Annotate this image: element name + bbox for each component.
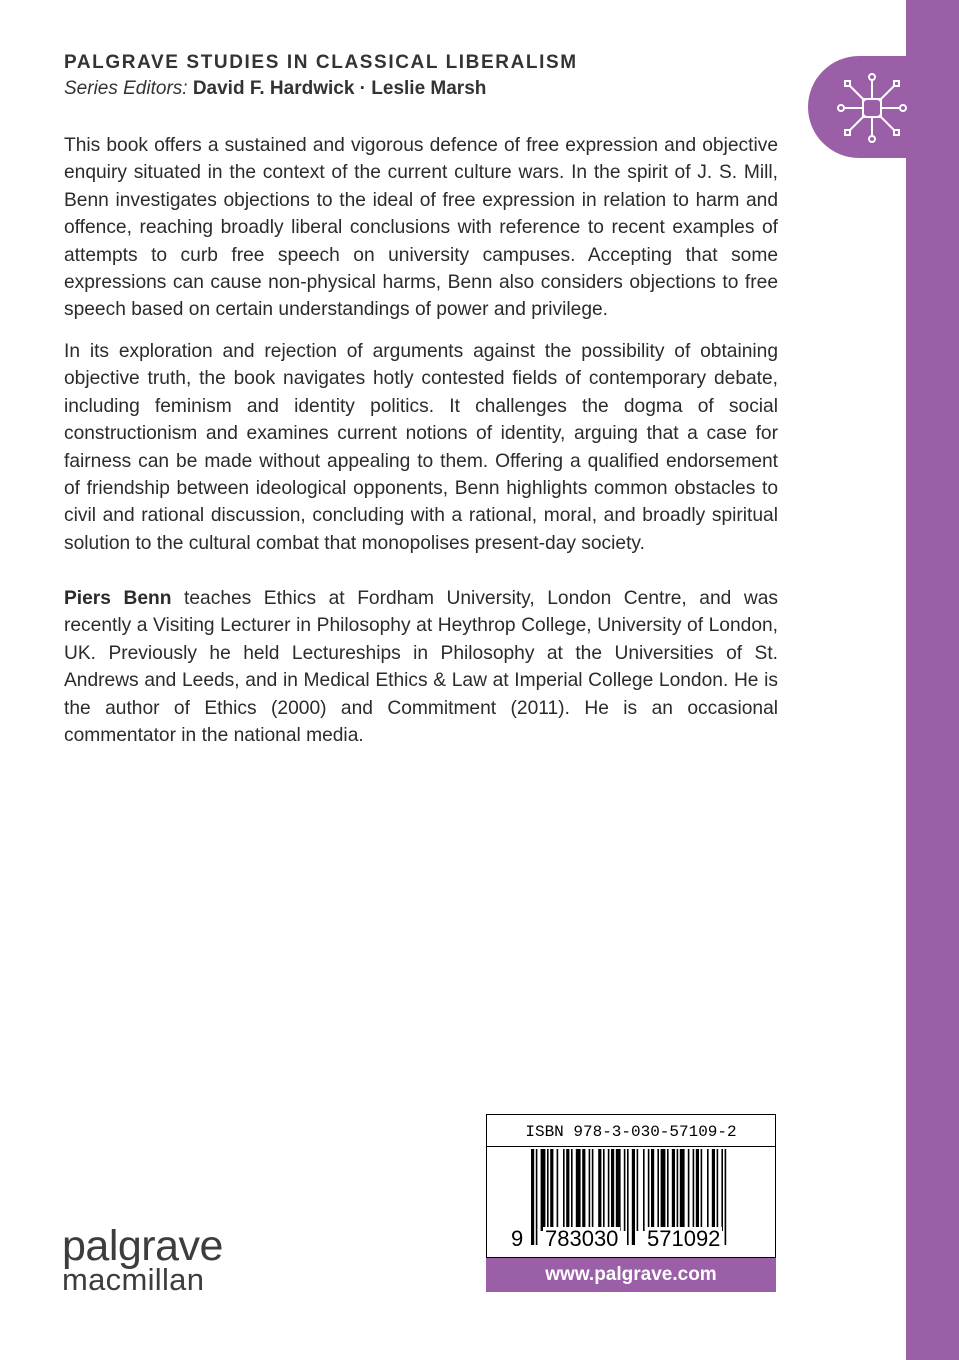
barcode-bar <box>667 1149 669 1231</box>
isbn-label: ISBN 978-3-030-57109-2 <box>525 1123 737 1141</box>
barcode-bar <box>616 1149 621 1231</box>
series-editors-names: David F. Hardwick · Leslie Marsh <box>192 78 487 99</box>
blurb-paragraph-1 <box>64 132 778 324</box>
isbn-barcode-box <box>486 1114 776 1258</box>
barcode-bar <box>550 1149 553 1231</box>
barcode-bar <box>603 1149 605 1231</box>
barcode-bar <box>725 1149 727 1245</box>
barcode-bar <box>536 1149 538 1245</box>
barcode-bar <box>672 1149 675 1231</box>
barcode-bar <box>632 1149 635 1245</box>
barcode-bar <box>717 1149 719 1231</box>
barcode-bar <box>651 1149 654 1231</box>
barcode-bar <box>589 1149 591 1231</box>
barcode-bar <box>576 1149 581 1231</box>
barcode-bar <box>547 1149 549 1231</box>
barcode-bar <box>627 1149 629 1245</box>
blurb-text-2: In its exploration and rejection of arguments against the possibility of obtaining objective truth, the book navigates hotly contested fields of contemporary debate, including feminism and identity politics. It challenges the dogma of social constructionism and examines current notions of identity, arguing that a case for fairness can be made without appealing to them. Offering a qualified endorsement of friendship between ideological opponents, Benn highlights common obstacles to civil and rational discussion, concluding with a rational, moral, and broadly spiritual solution to the cultural combat that monopolises present-day society. <box>64 341 778 554</box>
author-bio <box>64 585 778 749</box>
series-logo-tab <box>808 56 959 158</box>
series-editors-label: Series Editors: <box>64 78 188 99</box>
barcode-bar <box>712 1149 715 1231</box>
barcode-bar <box>701 1149 703 1231</box>
barcode-bar <box>657 1149 659 1231</box>
blurb-text-1: This book offers a sustained and vigorous defence of free expression and objective enquiry situated in the context of the current culture wars. In the spirit of J. S. Mill, Benn investigates objections to the ideal of free expression in relation to harm and offence, reaching broadly liberal conclusions with reference to recent examples of attempts to curb free speech on university campuses. Accepting that some expressions can cause non-physical harms, Benn also considers objections to free speech based on certain understandings of power and privilege. <box>64 135 778 321</box>
barcode-bar <box>677 1149 679 1231</box>
network-node-icon <box>830 66 914 150</box>
series-title: PALGRAVE STUDIES IN CLASSICAL LIBERALISM <box>64 52 578 73</box>
barcode-bar <box>563 1149 565 1231</box>
blurb-paragraph-2 <box>64 338 778 557</box>
barcode-digits-group1: 783030 <box>545 1226 619 1251</box>
barcode-bar <box>643 1149 645 1231</box>
barcode-bar <box>693 1149 695 1231</box>
author-name: Piers Benn <box>64 588 172 609</box>
barcode-bar <box>531 1149 534 1245</box>
series-editors <box>64 78 486 100</box>
barcode-bar <box>648 1149 650 1231</box>
publisher-url-bar <box>486 1258 776 1292</box>
barcode-bar <box>611 1149 614 1231</box>
barcode-bar <box>721 1149 723 1231</box>
barcode-digit-first: 9 <box>511 1226 524 1251</box>
barcode-digits-group2: 571092 <box>647 1226 721 1251</box>
barcode-bar <box>680 1149 685 1231</box>
barcode-bar <box>541 1149 546 1231</box>
author-bio-body: teaches Ethics at Fordham University, London Centre, and was recently a Visiting Lecturer in Philosophy at Heythrop College, University of London, UK. Previously he held Lectureships in Philosophy at the Universities of St. Andrews and Leeds, and in Medical Ethics & Law at Imperial College London. He is the author of Ethics (2000) and Commitment (2011). He is an occasional commentator in the national media. <box>64 588 778 747</box>
barcode-bar <box>624 1149 626 1231</box>
barcode-bar <box>566 1149 569 1231</box>
publisher-logo <box>62 1222 223 1297</box>
author-bio-text <box>64 585 778 749</box>
barcode-bar <box>688 1149 690 1231</box>
barcode-bar <box>608 1149 610 1231</box>
barcode-bar <box>598 1149 601 1231</box>
barcode-bar <box>696 1149 699 1231</box>
spine-band <box>906 0 959 1360</box>
publisher-logo-line1: palgrave <box>62 1222 223 1270</box>
barcode-bar <box>571 1149 573 1231</box>
publisher-url: www.palgrave.com <box>545 1264 717 1285</box>
barcode-bar <box>707 1149 709 1231</box>
barcode-graphic <box>487 1115 774 1256</box>
barcode-bar <box>557 1149 559 1231</box>
barcode-bar <box>661 1149 666 1231</box>
barcode-bar <box>592 1149 594 1231</box>
publisher-logo-line2: macmillan <box>62 1262 205 1297</box>
barcode-bar <box>582 1149 585 1231</box>
barcode-bar <box>637 1149 639 1231</box>
